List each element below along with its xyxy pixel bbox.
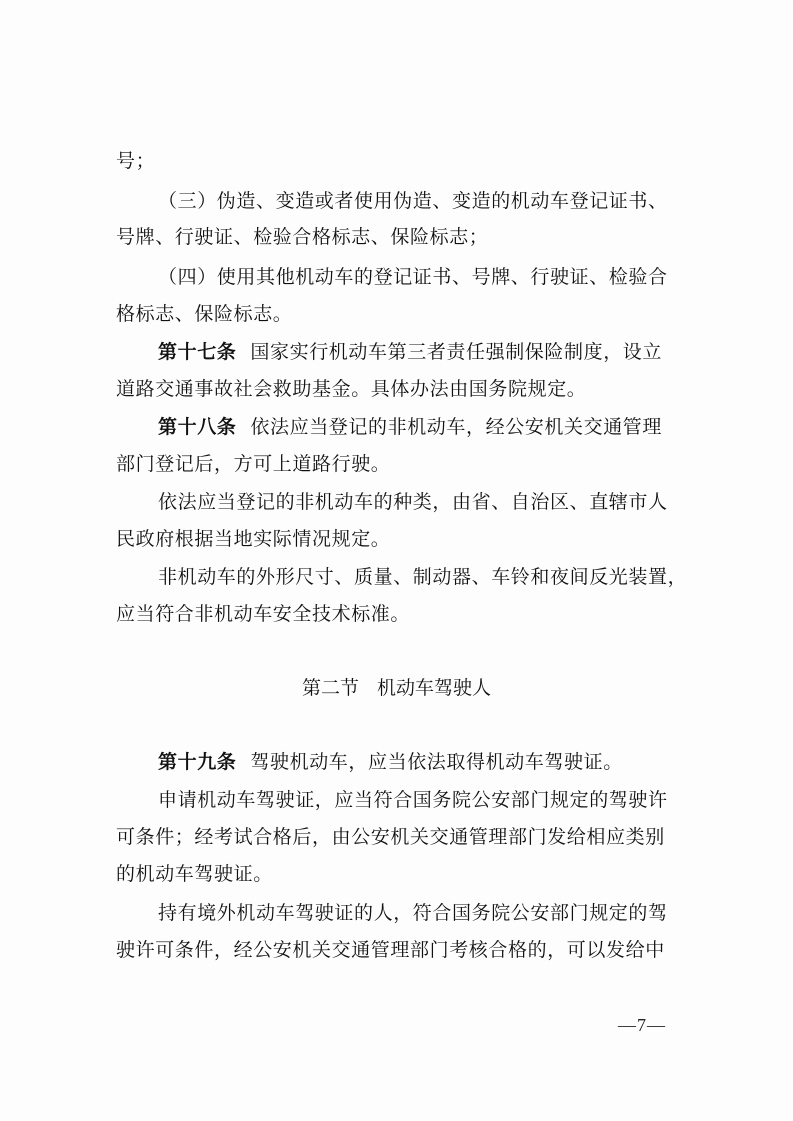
text-line: （四）使用其他机动车的登记证书、号牌、行驶证、检验合 bbox=[158, 266, 668, 288]
text-line: 格标志、保险标志。 bbox=[116, 303, 293, 325]
section-heading bbox=[0, 668, 793, 708]
text-line: 应当符合非机动车安全技术标准。 bbox=[116, 603, 411, 625]
article-18-text: 依法应当登记的非机动车，经公安机关交通管理 bbox=[250, 416, 663, 438]
section-title: 机动车驾驶人 bbox=[377, 677, 492, 699]
text-line: 非机动车的外形尺寸、质量、制动器、车铃和夜间反光装置， bbox=[158, 566, 688, 588]
article-18-line bbox=[158, 407, 748, 447]
text-line: 的机动车驾驶证。 bbox=[116, 863, 273, 885]
article-19-heading: 第十九条 bbox=[158, 751, 237, 773]
text-line: （三）伪造、变造或者使用伪造、变造的机动车登记证书、 bbox=[158, 190, 668, 212]
text-line: 号； bbox=[116, 150, 156, 172]
text-line: 民政府根据当地实际情况规定。 bbox=[116, 528, 391, 550]
article-17-heading: 第十七条 bbox=[158, 341, 237, 363]
article-17-line bbox=[158, 332, 748, 372]
article-19-line bbox=[158, 742, 748, 782]
text-line: 持有境外机动车驾驶证的人，符合国务院公安部门规定的驾 bbox=[158, 902, 668, 924]
text-line: 申请机动车驾驶证，应当符合国务院公安部门规定的驾驶许 bbox=[158, 789, 668, 811]
text-line: 依法应当登记的非机动车的种类，由省、自治区、直辖市人 bbox=[158, 491, 668, 513]
page-number: —7— bbox=[618, 1015, 666, 1035]
text-line: 部门登记后，方可上道路行驶。 bbox=[116, 453, 391, 475]
article-17-text: 国家实行机动车第三者责任强制保险制度，设立 bbox=[250, 341, 663, 363]
article-18-heading: 第十八条 bbox=[158, 416, 237, 438]
text-line: 可条件；经考试合格后，由公安机关交通管理部门发给相应类别 bbox=[116, 826, 665, 848]
section-number: 第二节 bbox=[301, 677, 359, 699]
text-line: 号牌、行驶证、检验合格标志、保险标志； bbox=[116, 226, 489, 248]
text-line: 驶许可条件，经公安机关交通管理部门考核合格的，可以发给中 bbox=[116, 939, 665, 961]
article-19-text: 驾驶机动车，应当依法取得机动车驾驶证。 bbox=[250, 751, 623, 773]
text-line: 道路交通事故社会救助基金。具体办法由国务院规定。 bbox=[116, 378, 587, 400]
